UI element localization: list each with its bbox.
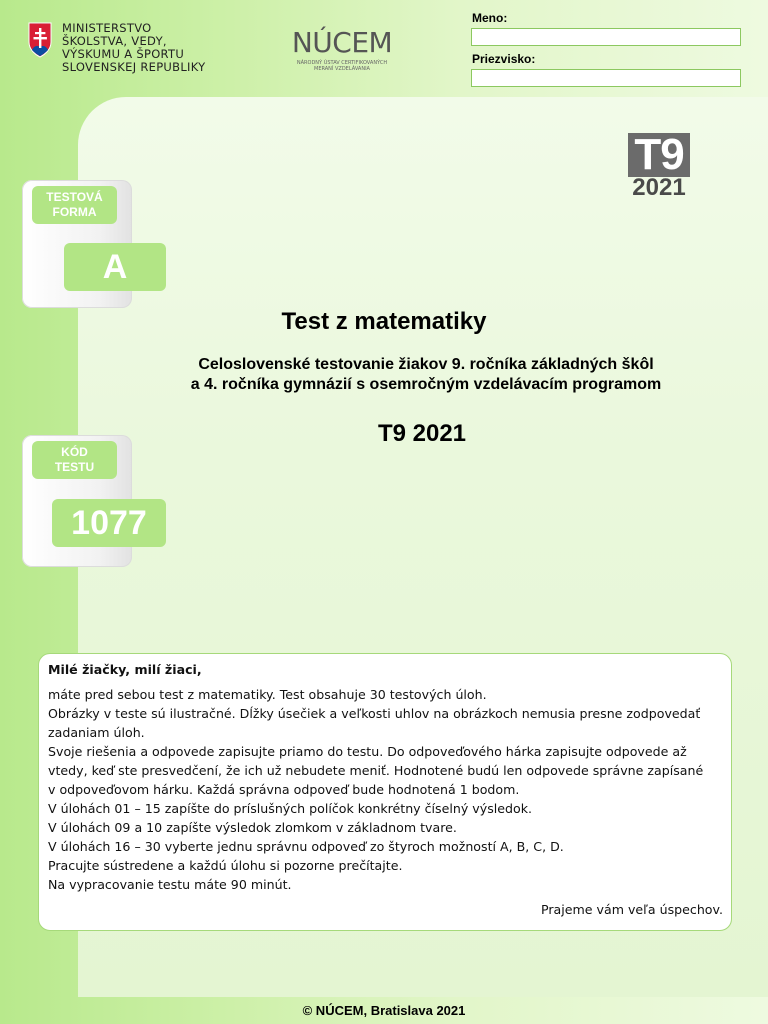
test-form-label-line: TESTOVÁ — [46, 190, 103, 204]
instruction-line: V úlohách 01 – 15 zapíšte do príslušných políčok konkrétny číselný výsledok. — [48, 801, 533, 816]
name-label: Meno: — [472, 11, 508, 25]
test-code-tab — [22, 435, 147, 567]
instructions-closing: Prajeme vám veľa úspechov. — [541, 902, 723, 917]
slovak-crest-icon — [28, 22, 52, 58]
nucem-logo — [284, 28, 400, 72]
instruction-line: V úlohách 16 – 30 vyberte jednu správnu odpoveď zo štyroch možností A, B, C, D. — [48, 839, 564, 854]
ministry-logo — [28, 22, 206, 74]
nucem-sub-line: NÁRODNÝ ÚSTAV CERTIFIKOVANÝCH — [296, 60, 388, 66]
instruction-line: v odpoveďovom hárku. Každá správna odpoveď bude hodnotená 1 bodom. — [48, 782, 520, 797]
surname-label: Priezvisko: — [472, 52, 536, 66]
instruction-line: Obrázky v teste sú ilustračné. Dĺžky úsečiek a veľkosti uhlov na obrázkoch nemusia presne zodpovedať — [48, 706, 701, 721]
page-subtitle — [96, 355, 756, 395]
instruction-line: vtedy, keď ste presvedčení, že ich už nebudete meniť. Hodnotené budú len odpovede správne zapísané — [48, 763, 704, 778]
instruction-line: Na vypracovanie testu máte 90 minút. — [48, 877, 292, 892]
test-form-label — [32, 186, 117, 224]
surname-input[interactable] — [471, 69, 741, 87]
test-code-label-line: KÓD — [61, 445, 88, 459]
instruction-line: zadaniam úloh. — [48, 725, 145, 740]
name-input[interactable] — [471, 28, 741, 46]
test-form-value: A — [64, 243, 166, 291]
test-form-label-line: FORMA — [52, 205, 97, 219]
instruction-line: máte pred sebou test z matematiky. Test obsahuje 30 testových úloh. — [48, 687, 487, 702]
subtitle-line: Celoslovenské testovanie žiakov 9. ročníka základných škôl — [198, 356, 654, 373]
test-code-label-line: TESTU — [54, 460, 95, 474]
test-code-value: 1077 — [52, 499, 166, 547]
instructions-box — [38, 653, 732, 931]
test-code-title: T9 2021 — [377, 420, 467, 447]
ministry-line: ŠKOLSTVA, VEDY, — [62, 34, 167, 48]
nucem-sub-line: MERANÍ VZDELÁVANIA — [314, 66, 370, 72]
instruction-line: Pracujte sústredene a každú úlohu si pozorne prečítajte. — [48, 858, 403, 873]
ministry-line: SLOVENSKEJ REPUBLIKY — [62, 60, 206, 74]
t9-badge-year: 2021 — [632, 174, 686, 201]
nucem-logo-text: NÚCEM — [291, 26, 393, 59]
ministry-line: MINISTERSTVO — [62, 21, 152, 35]
subtitle-line: a 4. ročníka gymnázií s osemročným vzdelávacím programom — [190, 376, 662, 393]
ministry-line: VÝSKUMU A ŠPORTU — [62, 47, 185, 61]
page-title: Test z matematiky — [281, 308, 487, 335]
instructions-greeting: Milé žiačky, milí žiaci, — [48, 662, 202, 677]
footer-copyright: © NÚCEM, Bratislava 2021 — [302, 1003, 466, 1018]
instruction-line: V úlohách 09 a 10 zapíšte výsledok zlomkom v základnom tvare. — [48, 820, 457, 835]
instruction-line: Svoje riešenia a odpovede zapisujte priamo do testu. Do odpoveďového hárka zapisujte odpovede až — [48, 744, 687, 759]
test-form-tab — [22, 180, 132, 308]
t9-badge: T9 — [628, 133, 690, 177]
